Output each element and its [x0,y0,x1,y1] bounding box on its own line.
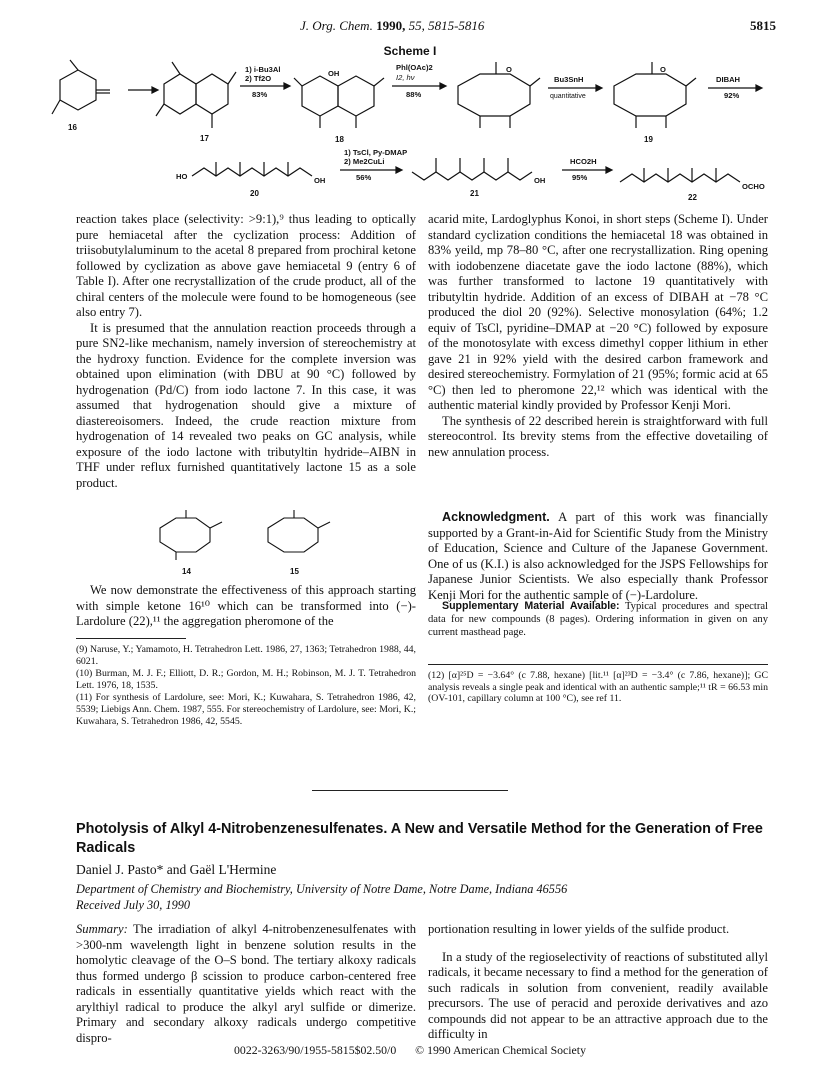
diol-oh-label: OH [314,176,326,185]
diol-ho-label: HO [176,172,188,181]
structure-21 [412,172,532,180]
lactone-oxygen-label: O [506,65,512,74]
left-paragraph-2: It is presumed that the annulation reaction proceeds through a pure SN2-like mechanism, namely inversion of stereochemistry at the hydroxy function. Evidence for the complete inversion was obtained upon elimination (with DBU at 90 °C) followed by hydrogenation (Pd/C) from iodo lactone 7. In this case, it was assumed that hydrogenation should give a mixture of diastereoisomers. Indeed, the crude reaction mixture from hydrogenation of 14 revealed two peaks on GC analysis, while exposure of the iodo lactone with tributyltin hydride–AIBN in THF under reflux furnished quantitatively lactone 15 as a sole product. [76,320,416,490]
supplementary-text: Typical procedures and spectral data for new compounds (8 pages). Ordering information in given on any current masthead page. [428,601,768,638]
step2-yield: 88% [406,90,422,99]
footer-code: 0022-3263/90/1955-5815$02.50/0 [234,1043,397,1057]
summary-paragraph [76,922,416,1046]
step1-yield: 83% [252,90,268,99]
arrowhead [756,85,762,91]
step2-reagent-1: Phl(OAc)2 [396,63,433,72]
footnote-9: (9) Naruse, Y.; Yamamoto, H. Tetrahedron Lett. 1986, 27, 1363; Tetrahedron 1988, 44, 6021. [76,644,416,667]
page-footer [0,1043,820,1058]
compound-label-17: 17 [200,134,209,143]
structure-19 [614,62,696,128]
footer-copyright: © 1990 American Chemical Society [415,1043,586,1057]
lactone-structures-figure [150,508,350,564]
compound-label-19: 19 [644,135,653,144]
article-received: Received July 30, 1990 [76,898,191,912]
step6-reagent: HCO2H [570,157,597,166]
article-right-column [428,922,768,1043]
footnote-12: (12) [α]²⁵D = −3.64° (c 7.88, hexane) [lit.¹¹ [α]²³D = −3.4° (c 7.86, hexane)]; GC analysis reveals a single peak and identical with an authentic sample;¹¹ tR = 66.53 min (OV-101, capillary column at 100 °C), see ref 11. [428,670,768,705]
arrowhead [284,83,290,89]
step2-reagent-2: I2, hν [396,73,415,82]
structure-15 [268,510,330,552]
left-footnotes [76,644,416,728]
compound-label-21: 21 [470,189,479,198]
structure-20 [192,168,312,176]
compound-label-20: 20 [250,189,259,198]
alcohol21-oh-label: OH [534,176,546,185]
acknowledgment-text: A part of this work was financially supported by a Grant-in-Aid for Scientific Study from the Ministry of Education, Science and Culture of the Japanese Government. One of us (K.I.) is also acknowledged for the JSPS Fellowships for Japanese Junior Scientists. We also especially thank Professor Kenji Mori for the authentic sample of (−)-Lardolure. [428,510,768,602]
right-paragraph-2: The synthesis of 22 described herein is straightforward with full stereocontrol. Its brevity stems from the effective dovetailing of new annulation process. [428,413,768,459]
article-right-paragraph-0: portionation resulting in lower yields of the sulfide product. [428,922,730,936]
structure-14 [160,510,222,560]
step4-reagent: DIBAH [716,75,741,84]
step1-reagent-1: 1) i-Bu3Al [245,65,281,74]
arrowhead [396,167,402,173]
acknowledgment [428,510,768,603]
left-paragraph-1: reaction takes place (selectivity: >9:1),⁹ thus leading to optically pure hemiacetal after the cyclization process: Addition of triisobutylaluminum to the acetal 8 prepared from prochiral ketone followed by cyclization as above gave hemiacetal 9 (entry 6 of Table I). After one recrystallization of the crude product, all of the chiral centers of the molecule were found to be homogeneous (see also entry 7). [76,212,416,319]
summary-column [76,922,416,1046]
journal-volume-pages: 55, 5815-5816 [408,18,485,33]
acknowledgment-heading: Acknowledgment. [442,510,550,524]
article-separator [312,790,508,791]
page-number: 5815 [750,18,776,33]
step4-yield: 92% [724,91,740,100]
step3-yield: quantitative [550,93,586,100]
supplementary-heading: Supplementary Material Available: [442,600,620,612]
structure-17 [156,62,236,128]
structure-label-14: 14 [182,567,191,576]
structure-16 [52,60,110,114]
supplementary-material [428,600,768,639]
article-title: Photolysis of Alkyl 4-Nitrobenzenesulfenates. A New and Versatile Method for the Generation of Free Radicals [76,821,763,856]
arrowhead [606,167,612,173]
footnote-divider [76,638,186,639]
summary-heading: Summary: [76,922,128,936]
scheme-figure [40,58,780,208]
structure-iodo-lactone [458,62,540,128]
compound-label-16: 16 [68,123,77,132]
left-column [76,212,416,491]
lactone19-oxygen-label: O [660,65,666,74]
step1-reagent-2: 2) Tf2O [245,74,272,83]
arrowhead [440,83,446,89]
left-paragraph-3: We now demonstrate the effectiveness of this approach starting with simple ketone 16¹⁰ which can be transformed into (−)-Lardolure (22),¹¹ the aggregation pheromone of the [76,583,416,628]
footnote-10: (10) Burman, M. J. F.; Elliott, D. R.; Gordon, M. H.; Robinson, M. J. T. Tetrahedron Lett. 1976, 18, 1535. [76,668,416,691]
right-footnotes [428,670,768,706]
article-authors: Daniel J. Pasto* and Gaël L'Hermine [76,862,277,877]
footnote-divider-right [428,664,768,665]
journal-year: 1990, [376,18,406,33]
footnote-11: (11) For synthesis of Lardolure, see: Mori, K.; Kuwahara, S. Tetrahedron 1986, 42, 5539; Liebigs Ann. Chem. 1987, 555. For stereochemistry of Lardolure, see: Mori, K.; Kuwahara, S. Tetrahedron 1986, 42, 5545. [76,692,416,727]
step5-yield: 56% [356,173,372,182]
summary-text: The irradiation of alkyl 4-nitrobenzenesulfenates with >300-nm wavelength light in benzene solution results in the homolytic cleavage of the O–S bond. The tertiary alkoxy radicals thus formed undergo β scission to produce carbon-centered free radicals in essentially quantitative yields which react with the arylthiyl radical to produce the alkyl aryl sulfide or dimerize. Primary and secondary alkoxy radicals undergo competitive dispro- [76,922,416,1045]
structure-label-15: 15 [290,567,299,576]
step3-reagent: Bu3SnH [554,75,584,84]
compound-label-18: 18 [335,135,344,144]
arrowhead [596,85,602,91]
step6-yield: 95% [572,173,588,182]
hydroxy-label: OH [328,69,340,78]
right-paragraph-1: acarid mite, Lardoglyphus Konoi, in short steps (Scheme I). Under standard cyclization conditions the hemiacetal 18 was obtained in 83% yeild, mp 78–80 °C, after one recrystallization. Ring opening with iodobenzene diacetate gave the iodo lactone (88%), which was further transformed to lactone 19 quantitatively with tributyltin hydride. Addition of an excess of DIBAH at −78 °C produced the diol 20 (92%). Selective monosylation (64%; 1.2 equiv of TsCl, pyridine–DMAP at −20 °C) followed by exposure of the monotosylate with excess dimethyl copper lithium in ether gave 21 in 92% yield with the desired carbon framework and desired stereochemistry. Formylation of 21 (95%; formic acid at 65 °C) then led to pheromone 22,¹² which was identical with the authentic material kindly provided by Professor Kenji Mori. [428,212,768,412]
journal-name: J. Org. Chem. [300,18,373,33]
running-header [300,18,484,34]
left-column-continued [76,583,416,630]
scheme-title: Scheme I [383,44,437,58]
formate-label: OCHO [742,182,765,191]
article-affiliation: Department of Chemistry and Biochemistry, University of Notre Dame, Notre Dame, Indiana 46556 [76,882,568,896]
compound-label-22: 22 [688,193,697,202]
step5-reagent-2: 2) Me2CuLi [344,157,385,166]
structure-22 [620,174,740,182]
structure-18 [294,76,384,128]
article-right-paragraph-1: In a study of the regioselectivity of reactions of substituted allyl radicals, it became necessary to find a method for the generation of such radicals in solution from convenient, readily available precursors. The use of peracid and peroxide derivatives and azo compounds did not appear to be an attractive approach due to the difficulty in [428,949,768,1041]
right-column [428,212,768,460]
step5-reagent-1: 1) TsCl, Py-DMAP [344,148,408,157]
arrowhead [152,87,158,93]
